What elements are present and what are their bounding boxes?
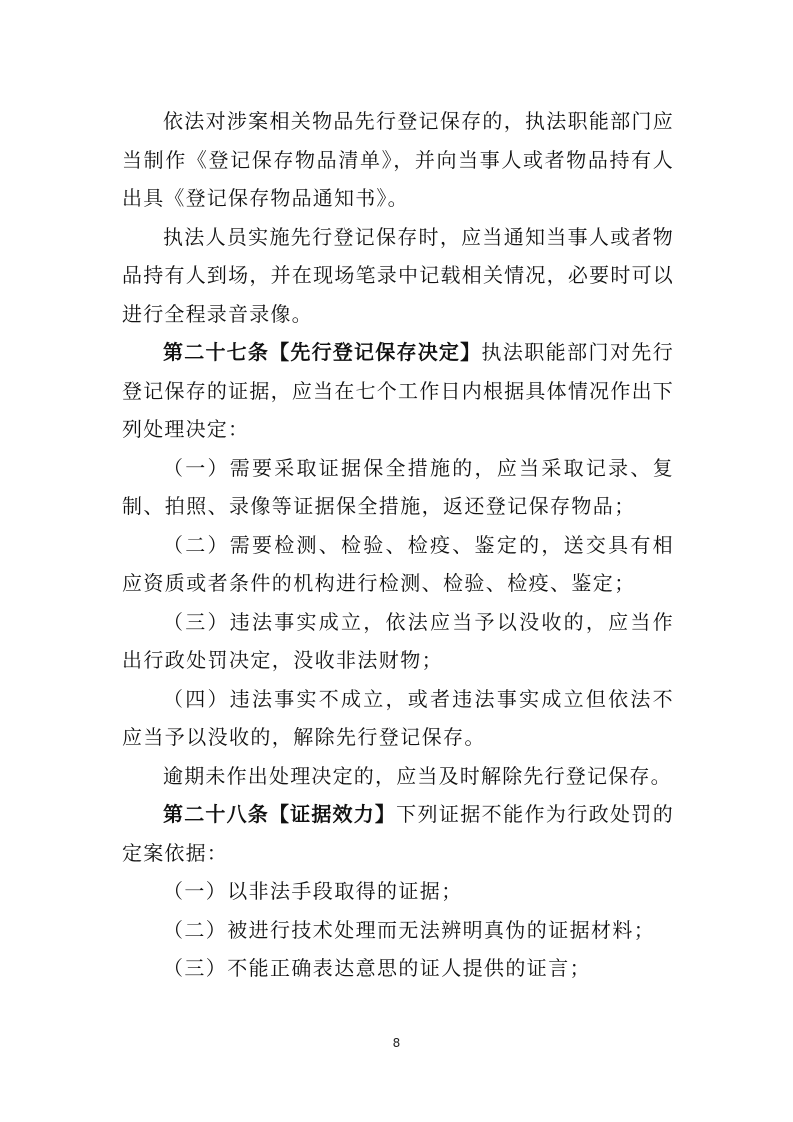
article-27-item-4: （四）违法事实不成立，或者违法事实成立但依法不应当予以没收的，解除先行登记保存。 (122, 686, 674, 749)
article-28-item-3: （三）不能正确表达意思的证人提供的证言； (163, 956, 591, 980)
article-27-text: 执法职能部门对先行登记保存的证据，应当在七个工作日内根据具体情况作出下列处理决定： (122, 340, 674, 441)
article-28 (122, 795, 674, 872)
article-28-item-2: （二）被进行技术处理而无法辨明真伪的证据材料； (163, 917, 656, 942)
article-27-title: 第二十七条【先行登记保存决定】 (163, 340, 482, 364)
article-28-title: 第二十八条【证据效力】 (163, 802, 397, 826)
paragraph-registration-list: 依法对涉案相关物品先行登记保存的，执法职能部门应当制作《登记保存物品清单》，并向当事人或者物品持有人出具《登记保存物品通知书》。 (122, 109, 674, 210)
paragraph-overdue: 逾期未作出处理决定的，应当及时解除先行登记保存。 (163, 763, 672, 788)
page-number: 8 (392, 1036, 401, 1050)
article-28-item-1: （一）以非法手段取得的证据； (163, 879, 463, 903)
article-27-item-2: （二）需要检测、检验、检疫、鉴定的，送交具有相应资质或者条件的机构进行检测、检验、检疫、鉴定； (122, 532, 674, 595)
article-27 (122, 333, 674, 449)
article-28-text: 下列证据不能作为行政处罚的定案依据： (122, 802, 674, 865)
page-body (122, 102, 674, 988)
article-27-item-1: （一）需要采取证据保全措施的，应当采取记录、复制、拍照、录像等证据保全措施，返还登记保存物品； (122, 455, 674, 518)
paragraph-notify-parties: 执法人员实施先行登记保存时，应当通知当事人或者物品持有人到场，并在现场笔录中记载相关情况，必要时可以进行全程录音录像。 (122, 224, 674, 326)
article-27-item-3: （三）违法事实成立，依法应当予以没收的，应当作出行政处罚决定，没收非法财物； (122, 609, 674, 672)
